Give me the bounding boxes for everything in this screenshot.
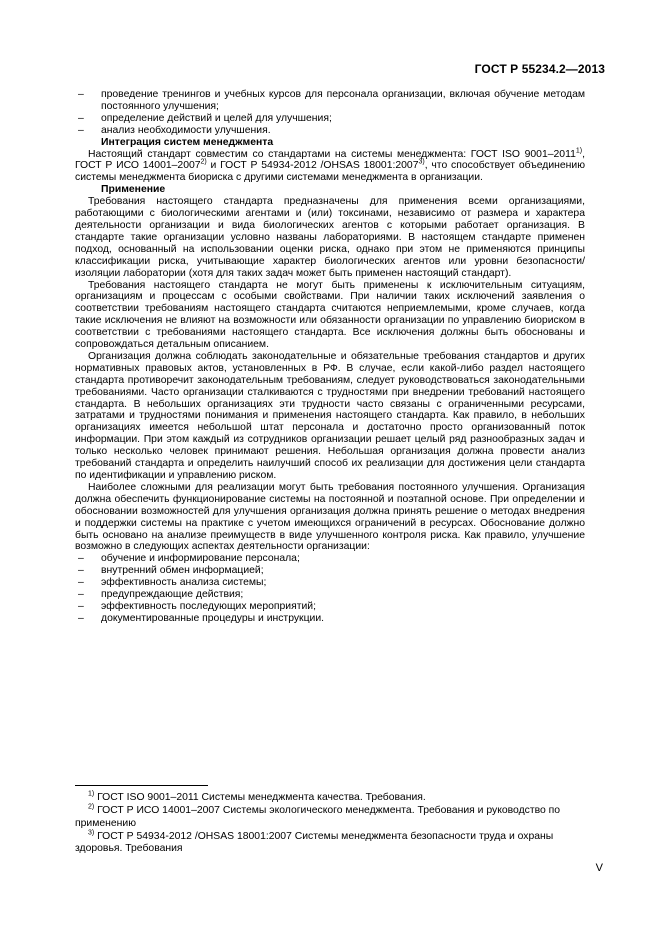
- list-item-text: предупреждающие действия;: [101, 589, 244, 601]
- document-body: [75, 89, 585, 625]
- footnote-mark: 1): [88, 790, 95, 798]
- list-item: [75, 89, 585, 113]
- footnote-text: ГОСТ Р ИСО 14001–2007 Системы экологического менеджмента. Требования и руководство по применению: [75, 805, 561, 829]
- footnote-mark: 3): [88, 829, 95, 837]
- list-item-text: документированные процедуры и инструкции.: [101, 612, 325, 624]
- paragraph-text: , что способствует объединению системы менеджмента биориска с другими системами менеджмента в организации.: [75, 160, 585, 184]
- footnote-text: ГОСТ Р 54934-2012 /OHSAS 18001:2007 Системы менеджмента безопасности труда и охраны здоровья. Требования: [75, 830, 554, 855]
- paragraph: Требования настоящего стандарта предназначены для применения всеми организациями, работающими с биологическими агентами и (или) токсинами, независимо от размера и характера деятельности организации и вида биологических агентов с которыми работает организация. В стандарте такие организации условно названы лабораториями. В настоящем стандарте применен подход, основанный на использовании оценки риска, однако при этом не применяются принципы классификации риска, учитывающие характер биологических агентов или уровни безопасности/изоляции лаборатории (хотя для таких задач может быть применен настоящий стандарт).: [75, 196, 585, 279]
- list-marker: –: [78, 565, 84, 577]
- list-item-text: внутренний обмен информацией;: [101, 565, 264, 577]
- list-item-text: определение действий и целей для улучшения;: [101, 112, 332, 124]
- paragraph-integration: [75, 149, 585, 185]
- page-number: V: [595, 862, 603, 874]
- list-item: [75, 589, 585, 601]
- list-item-text: эффективность анализа системы;: [101, 577, 267, 589]
- list-marker: –: [78, 89, 84, 100]
- list-item: [75, 113, 585, 125]
- paragraph-text: Настоящий стандарт совместим со стандартами на системы менеджмента: ГОСТ ISO 9001–2011: [88, 148, 576, 160]
- list-item: [75, 553, 585, 565]
- paragraph: Наиболее сложными для реализации могут быть требования постоянного улучшения. Организация должна обеспечить функционирование системы на постоянной и поэтапной основе. При определении и обосновании возможностей для улучшения организация должна принять решение о методах внедрения и поддержки системы на практике с учетом имеющихся ограничений в ресурсах. Обоснование должно быть основано на анализе преимуществ в виде улучшенного контроля риска. Как правило, улучшение возможно в следующих аспектах деятельности организации:: [75, 481, 585, 553]
- paragraph: Требования настоящего стандарта не могут быть применены к исключительным ситуациям, организациям и процессам с особыми свойствами. При наличии таких исключений заявления о соответствии требованиям настоящего стандарта считаются неприемлемыми, кроме случаев, когда такие исключения не влияют на возможности или обязанности организации по управлению биориском в соответствии с требованиями настоящего стандарта. Все исключения должны быть обоснованы и сопровождаться детальным описанием.: [75, 279, 585, 351]
- list-item-text: обучение и информирование персонала;: [101, 553, 300, 565]
- paragraph: Организация должна соблюдать законодательные и обязательные требования стандартов и других нормативных правовых актов, установленных в РФ. В случае, если какой-либо раздел настоящего стандарта противоречит законодательным требованиям, следует руководствоваться законодательными требованиями. Часто организации сталкиваются с трудностями при внедрении требований настоящего стандарта. В небольших организациях эти трудности часто связаны с ограниченными ресурсами, затратами и трудностями понимания и применения настоящего стандарта. Как правило, в небольших организациях имеется небольшой штат персонала и достаточно просто организованный поток информации. При этом каждый из сотрудников организации решает целый ряд разнообразных задач и только несколько человек принимают решения. Небольшая организация должна провести анализ требований стандарта и определить наилучший способ их реализации для достижения цели стандарта по идентификации и управлению риском.: [75, 350, 585, 481]
- list-marker: –: [78, 612, 84, 624]
- footnotes: [75, 792, 585, 856]
- footnote-divider: [75, 785, 208, 786]
- footnote-ref: 3): [418, 158, 425, 166]
- paragraph-text: и ГОСТ Р 54934-2012 /OHSAS 18001:2007: [206, 160, 419, 172]
- section-heading-integration: Интеграция систем менеджмента: [101, 136, 274, 148]
- paragraph-text: , ГОСТ Р ИСО 14001–2007: [75, 148, 585, 172]
- list-item-text: анализ необходимости улучшения.: [101, 124, 271, 136]
- section-heading-application: Применение: [101, 184, 166, 196]
- footnote-text: ГОСТ ISO 9001–2011 Системы менеджмента качества. Требования.: [97, 792, 426, 803]
- list-marker: –: [78, 112, 84, 124]
- list-item: [75, 577, 585, 589]
- footnote-ref: 1): [575, 147, 583, 155]
- document-header: ГОСТ Р 55234.2—2013: [474, 62, 605, 76]
- list-marker: –: [78, 124, 84, 136]
- footnote: [75, 831, 585, 856]
- list-marker: –: [78, 577, 84, 589]
- list-marker: –: [78, 589, 84, 601]
- list-item-text: эффективность последующих мероприятий;: [101, 600, 316, 612]
- list-marker: –: [78, 553, 84, 565]
- list-item-text: проведение тренингов и учебных курсов для персонала организации, включая обучение методам постоянного улучшения;: [101, 89, 585, 112]
- list-item: [75, 565, 585, 577]
- footnote: [75, 792, 585, 804]
- list-item: [75, 613, 585, 625]
- footnote: [75, 805, 585, 830]
- list-marker: –: [78, 600, 84, 612]
- footnote-ref: 2): [200, 158, 207, 166]
- footnote-mark: 2): [88, 803, 95, 811]
- list-item: [75, 125, 585, 137]
- list-item: [75, 601, 585, 613]
